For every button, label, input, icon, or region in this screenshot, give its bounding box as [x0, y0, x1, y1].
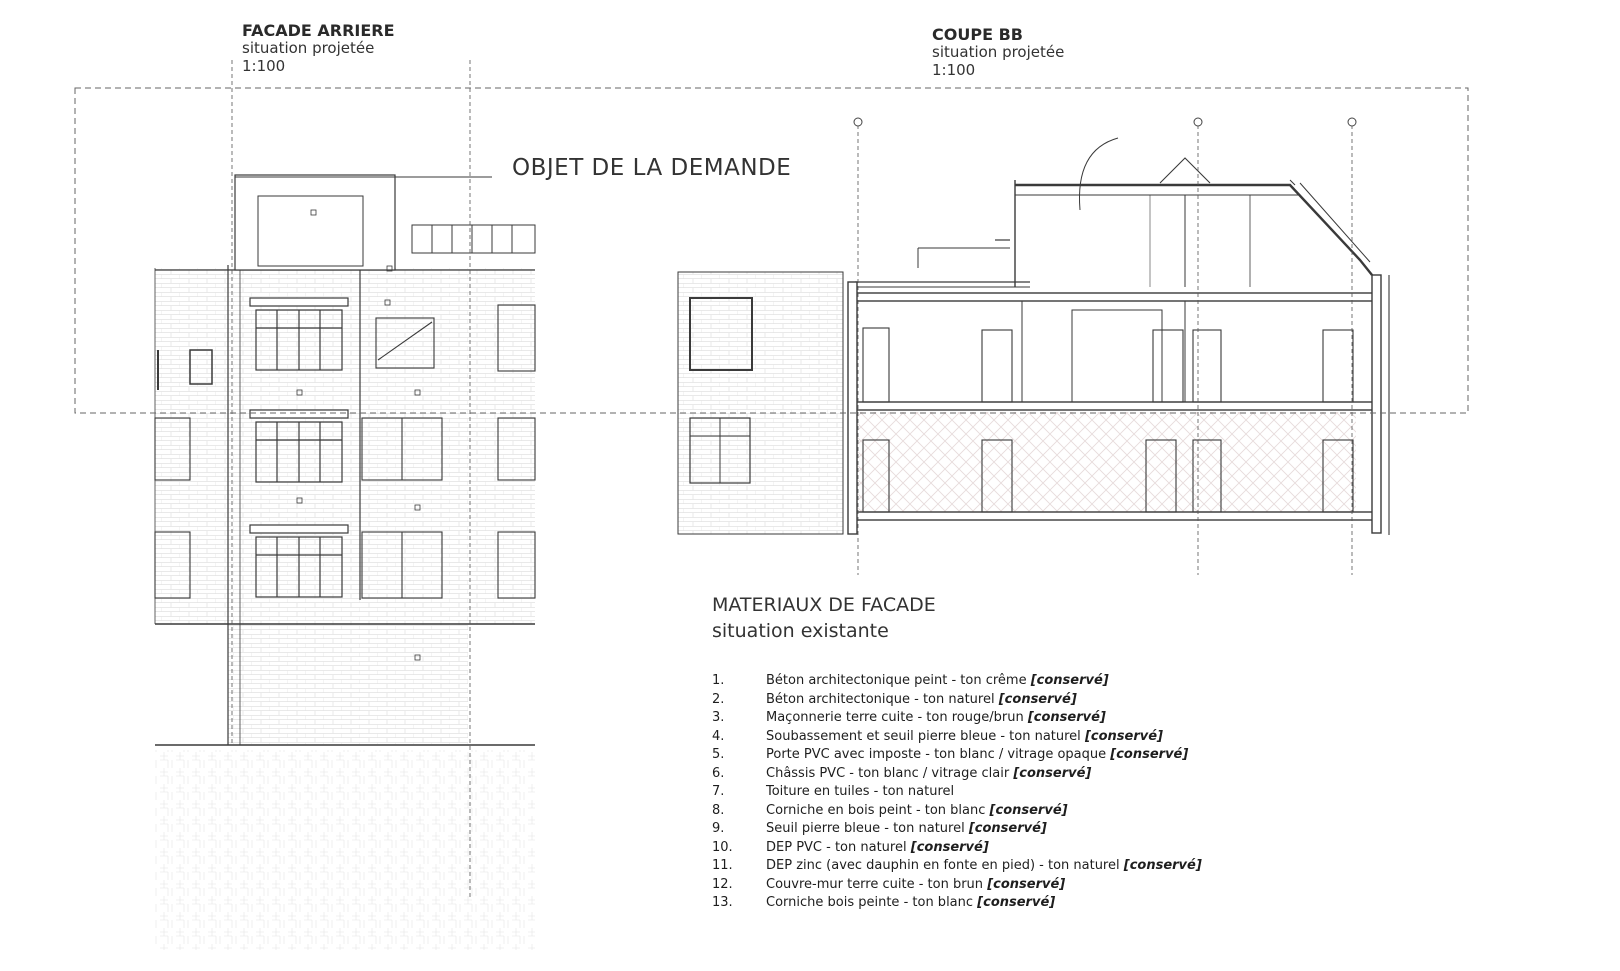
material-item — [712, 709, 1226, 728]
material-number: 2. — [712, 691, 725, 707]
material-item — [712, 672, 1226, 691]
material-status: [conservé] — [910, 839, 989, 855]
material-number: 1. — [712, 673, 725, 688]
material-number: 12. — [712, 876, 733, 892]
material-number: 11. — [712, 858, 733, 873]
material-number: 5. — [712, 747, 725, 762]
material-item — [712, 857, 1226, 876]
coupe-bb-title: COUPE BB — [932, 25, 1023, 44]
material-status: [conservé] — [1110, 747, 1189, 762]
material-number: 6. — [712, 765, 725, 781]
hatched-ground-floor — [858, 412, 1356, 517]
material-item — [712, 820, 1226, 839]
material-status: [conservé] — [1123, 858, 1202, 873]
material-description — [766, 691, 1226, 710]
roof-leader-arc — [1079, 138, 1118, 210]
material-text: Maçonnerie terre cuite - ton rouge/brun — [766, 710, 1024, 725]
material-text: Soubassement et seuil pierre bleue - ton naturel — [766, 728, 1081, 744]
material-status: [conservé] — [1084, 728, 1163, 744]
material-description — [766, 746, 1226, 765]
material-status: [conservé] — [1013, 765, 1092, 781]
material-text: Corniche en bois peint - ton blanc — [766, 802, 986, 818]
materials-title: MATERIAUX DE FACADE — [712, 594, 936, 616]
facade-brick-wall — [155, 268, 535, 624]
material-item — [712, 728, 1226, 747]
lower-wall — [228, 624, 468, 744]
material-number: 7. — [712, 784, 725, 799]
grid-axis-markers — [854, 118, 1356, 126]
material-description — [766, 728, 1226, 747]
material-status: [conservé] — [998, 691, 1077, 707]
coupe-bb-drawing — [678, 138, 1389, 535]
material-status: [conservé] — [987, 876, 1066, 892]
material-status: [conservé] — [1027, 710, 1106, 725]
material-text: DEP zinc (avec dauphin en fonte en pied) - ton naturel — [766, 858, 1120, 873]
material-description — [766, 820, 1226, 839]
material-item — [712, 802, 1226, 821]
coupe-bb-title-block — [932, 26, 1064, 79]
facade-arriere-title: FACADE ARRIERE — [242, 21, 395, 40]
material-number: 13. — [712, 895, 733, 910]
material-description — [766, 672, 1226, 691]
material-status: [conservé] — [968, 821, 1047, 836]
material-text: Couvre-mur terre cuite - ton brun — [766, 876, 984, 892]
material-text: Châssis PVC - ton blanc / vitrage clair — [766, 765, 1010, 781]
coupe-bb-subtitle: situation projetée — [932, 43, 1065, 62]
material-item — [712, 691, 1226, 710]
material-number: 10. — [712, 839, 733, 855]
material-item — [712, 783, 1226, 802]
material-description — [766, 894, 1226, 913]
material-description — [766, 709, 1226, 728]
materials-subtitle: situation existante — [712, 619, 889, 642]
coupe-bb-scale: 1:100 — [932, 60, 976, 79]
material-description — [766, 765, 1226, 784]
material-text: DEP PVC - ton naturel — [766, 839, 907, 855]
ground-paving — [155, 750, 535, 950]
material-description — [766, 783, 1226, 802]
material-number: 3. — [712, 710, 725, 725]
material-item — [712, 876, 1226, 895]
material-description — [766, 857, 1226, 876]
materials-list — [712, 672, 1226, 913]
facade-arriere-drawing — [155, 175, 535, 950]
material-item — [712, 894, 1226, 913]
material-status: [conservé] — [989, 802, 1068, 818]
material-description — [766, 802, 1226, 821]
material-number: 8. — [712, 802, 725, 818]
material-description — [766, 839, 1226, 858]
material-number: 9. — [712, 821, 725, 836]
zone-label: OBJET DE LA DEMANDE — [512, 155, 792, 181]
facade-arriere-title-block — [242, 22, 395, 75]
facade-arriere-subtitle: situation projetée — [242, 39, 375, 58]
material-text: Béton architectonique peint - ton crême — [766, 673, 1027, 688]
material-item — [712, 765, 1226, 784]
material-description — [766, 876, 1226, 895]
material-item — [712, 746, 1226, 765]
facade-arriere-scale: 1:100 — [242, 56, 286, 75]
material-item — [712, 839, 1226, 858]
material-status: [conservé] — [977, 895, 1056, 910]
material-text: Seuil pierre bleue - ton naturel — [766, 821, 965, 836]
material-text: Porte PVC avec imposte - ton blanc / vitrage opaque — [766, 747, 1107, 762]
neighbour-brick-wall — [678, 272, 843, 534]
material-number: 4. — [712, 728, 725, 744]
material-text: Béton architectonique - ton naturel — [766, 691, 995, 707]
material-status: [conservé] — [1030, 673, 1109, 688]
materials-title-block — [712, 593, 936, 644]
material-text: Corniche bois peinte - ton blanc — [766, 895, 974, 910]
material-text: Toiture en tuiles - ton naturel — [766, 784, 955, 799]
